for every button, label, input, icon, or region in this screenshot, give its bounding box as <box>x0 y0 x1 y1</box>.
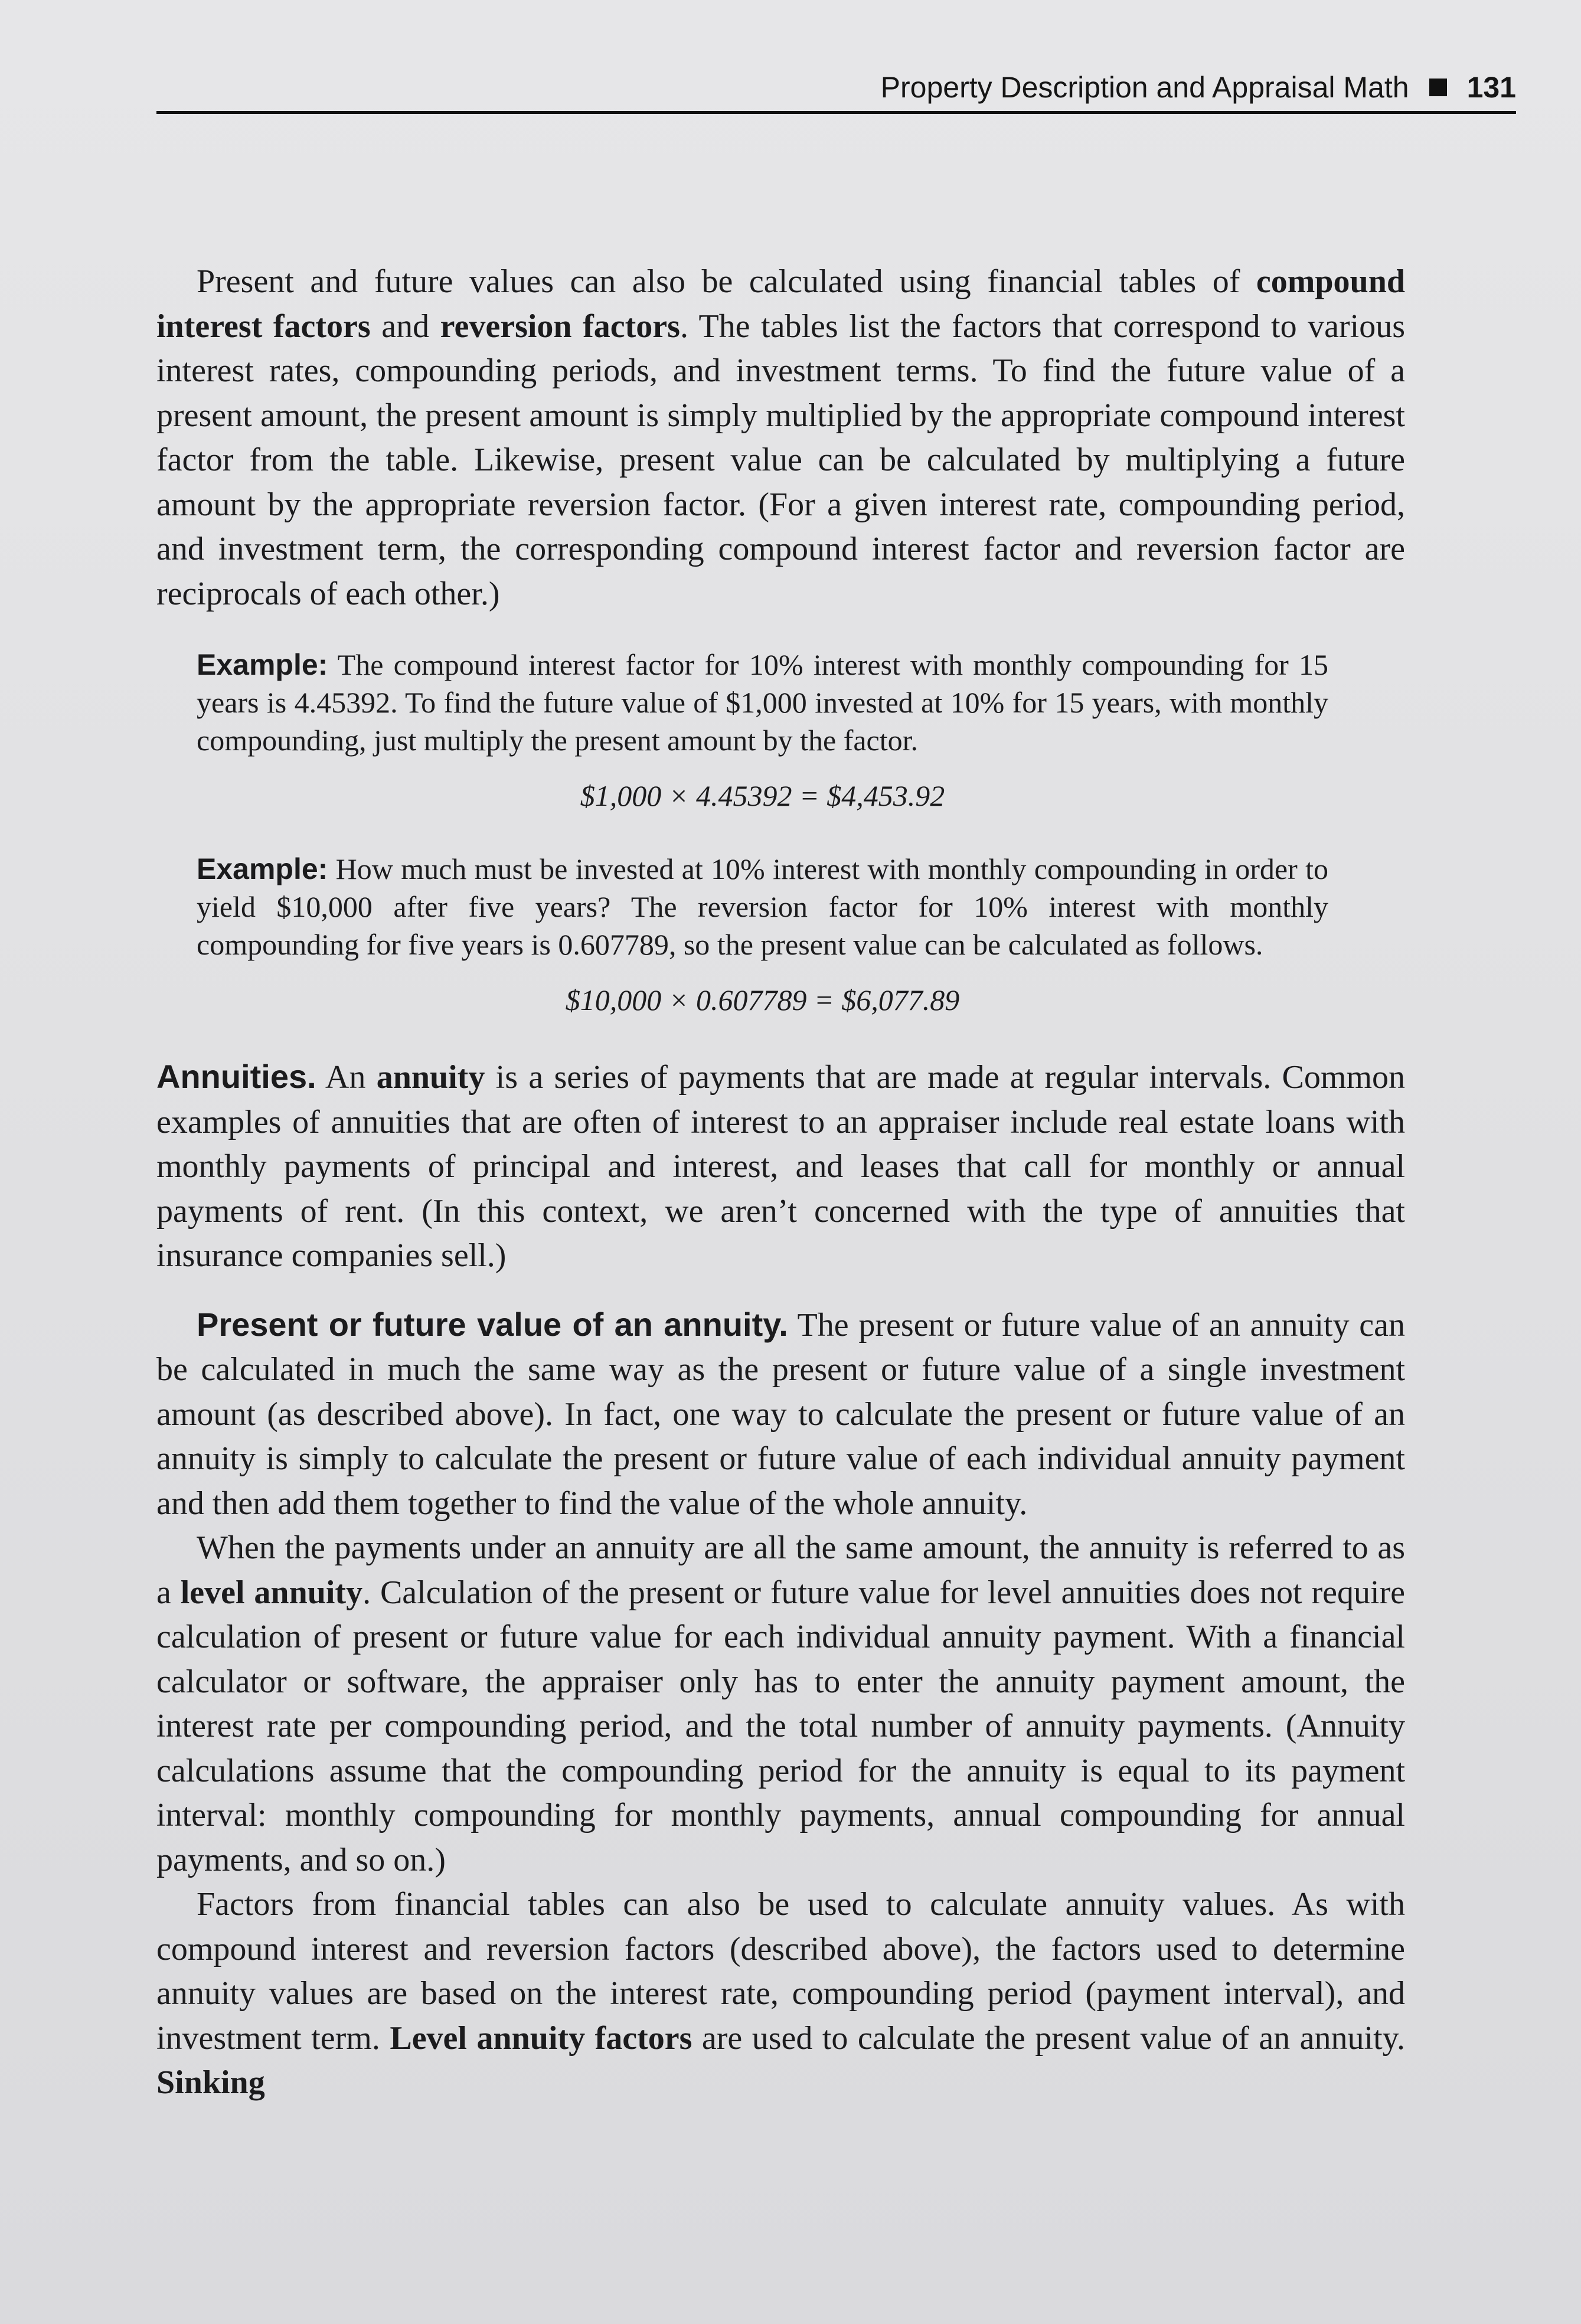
page-body <box>156 260 1405 2106</box>
paragraph-present-future-value: Present or future value of an annuity. The present or future value of an annuity can be calculated in much the same way as the present or future value of a single investment amount (as described above). In fact, one way to calculate the present or future value of an annuity is simply to calculate the present or future value of each individual annuity payment and then add them together to find the value of the whole annuity. <box>156 1305 1406 1522</box>
example-formula: $10,000 × 0.607789 = $6,077.89 <box>565 983 960 1016</box>
page-number: 131 <box>1466 71 1516 104</box>
paragraph-annuity-factors: Factors from financial tables can also be used to calculate annuity values. As with compound interest and reversion factors (described above), the factors used to determine annuity values are based on the interest rate, compounding period (payment interval), and investment term. Level annuity factors are used to calculate the present value of an annuity. Sinking <box>156 1886 1406 2101</box>
header-title: Property Description and Appraisal Math <box>880 71 1409 104</box>
example-label: Example: <box>197 852 328 885</box>
term-sinking: Sinking <box>156 2064 265 2101</box>
term-compound-interest-factors: compound interest factors <box>156 263 1405 345</box>
term-level-annuity-factors: Level annuity factors <box>390 2019 692 2057</box>
term-level-annuity: level annuity <box>180 1574 363 1611</box>
term-annuity: annuity <box>376 1059 485 1096</box>
example-formula: $1,000 × 4.45392 = $4,453.92 <box>580 779 945 812</box>
section-heading-annuities: Annuities. <box>156 1058 316 1095</box>
example-future-value: Example: The compound interest factor for 10% interest with monthly compounding for 15 years is 4.45392. To find the future value of $1,000 invested at 10% for 15 years, with monthly compounding, just multiply the present amount by the factor. $1,000 × 4.45392 = $4,453.92 <box>197 646 1328 815</box>
paragraph-level-annuity: When the payments under an annuity are all the same amount, the annuity is referred to as a level annuity. Calculation of the present or future value for level annuities does not require calculation of present or future value for each individual annuity payment. With a financial calculator or software, the appraiser only has to enter the annuity payment amount, the interest rate per compounding period, and the total number of annuity payments. (Annuity calculations assume that the compounding period for the annuity is equal to its payment interval: monthly compounding for monthly payments, annual compounding for annual payments, and so on.) <box>156 1529 1406 1878</box>
running-header <box>156 64 1516 114</box>
term-reversion-factors: reversion factors <box>440 308 680 345</box>
example-present-value: Example: How much must be invested at 10% interest with monthly compounding in order to yield $10,000 after five years? The reversion factor for 10% interest with monthly compounding for five years is 0.607789, so the present value can be calculated as follows. $10,000 × 0.607789 = $6,077.89 <box>197 850 1328 1019</box>
square-bullet-icon <box>1429 79 1447 96</box>
paragraph-financial-tables: Present and future values can also be calculated using financial tables of compound interest factors and reversion factors. The tables list the factors that correspond to various interest rates, compounding periods, and investment terms. To find the future value of a present amount, the present amount is simply multiplied by the appropriate compound interest factor from the table. Likewise, present value can be calculated by multiplying a future amount by the appropriate reversion factor. (For a given interest rate, compounding period, and investment term, the corresponding compound interest factor and reversion factor are reciprocals of each other.) <box>156 263 1405 612</box>
paragraph-annuities: Annuities. An annuity is a series of payments that are made at regular intervals. Common examples of annuities that are often of interest to an appraiser include real estate loans with monthly payments of principal and interest, and leases that call for monthly or annual payments of rent. (In this context, we aren’t concerned with the type of annuities that insurance companies sell.) <box>156 1058 1406 1274</box>
subheading-present-future-value: Present or future value of an annuity. <box>197 1305 788 1343</box>
example-label: Example: <box>197 648 328 681</box>
